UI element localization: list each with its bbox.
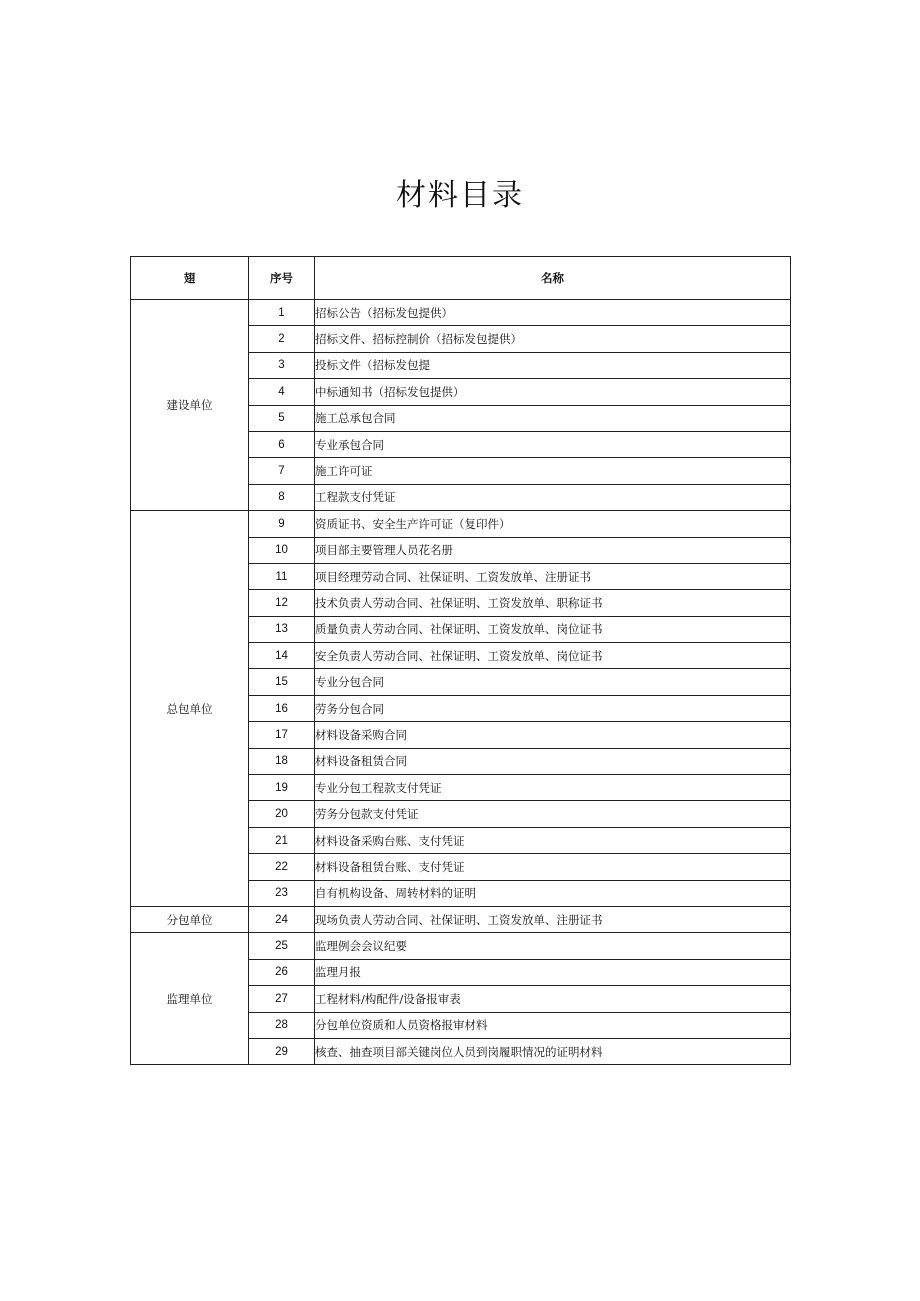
name-cell: 现场负责人劳动合同、社保证明、工资发放单、注册证书	[315, 906, 791, 932]
category-cell: 监理单位	[131, 933, 249, 1065]
name-cell: 劳务分包合同	[315, 695, 791, 721]
seq-cell: 20	[249, 801, 315, 827]
table-row	[131, 906, 791, 932]
name-cell: 中标通知书（招标发包提供）	[315, 379, 791, 405]
seq-cell: 29	[249, 1038, 315, 1064]
name-cell: 监理例会会议纪要	[315, 933, 791, 959]
table-row	[131, 300, 791, 326]
header-category: 翅	[131, 257, 249, 300]
name-cell: 材料设备采购台账、支付凭证	[315, 827, 791, 853]
name-cell: 施工总承包合同	[315, 405, 791, 431]
seq-cell: 23	[249, 880, 315, 906]
table-row	[131, 511, 791, 537]
seq-cell: 5	[249, 405, 315, 431]
name-cell: 材料设备租赁合同	[315, 748, 791, 774]
name-cell: 材料设备租赁台账、支付凭证	[315, 854, 791, 880]
seq-cell: 2	[249, 326, 315, 352]
header-seq: 序号	[249, 257, 315, 300]
seq-cell: 17	[249, 722, 315, 748]
name-cell: 专业承包合同	[315, 431, 791, 457]
seq-cell: 18	[249, 748, 315, 774]
seq-cell: 8	[249, 484, 315, 510]
name-cell: 工程材料/构配件/设备报审表	[315, 986, 791, 1012]
name-cell: 自有机构设备、周转材料的证明	[315, 880, 791, 906]
category-cell: 总包单位	[131, 511, 249, 907]
name-cell: 分包单位资质和人员资格报审材料	[315, 1012, 791, 1038]
seq-cell: 13	[249, 616, 315, 642]
name-cell: 监理月报	[315, 959, 791, 985]
page-title: 材料目录	[396, 178, 524, 213]
seq-cell: 25	[249, 933, 315, 959]
name-cell: 材料设备采购合同	[315, 722, 791, 748]
seq-cell: 1	[249, 300, 315, 326]
seq-cell: 28	[249, 1012, 315, 1038]
seq-cell: 4	[249, 379, 315, 405]
seq-cell: 24	[249, 906, 315, 932]
table-header-row	[131, 257, 791, 300]
name-cell: 专业分包工程款支付凭证	[315, 775, 791, 801]
name-cell: 专业分包合同	[315, 669, 791, 695]
category-cell: 分包单位	[131, 906, 249, 932]
seq-cell: 14	[249, 643, 315, 669]
seq-cell: 21	[249, 827, 315, 853]
category-cell: 建设单位	[131, 300, 249, 511]
seq-cell: 12	[249, 590, 315, 616]
name-cell: 安全负责人劳动合同、社保证明、工资发放单、岗位证书	[315, 643, 791, 669]
name-cell: 投标文件（招标发包提	[315, 352, 791, 378]
seq-cell: 6	[249, 431, 315, 457]
name-cell: 施工许可证	[315, 458, 791, 484]
seq-cell: 3	[249, 352, 315, 378]
name-cell: 核查、抽查项目部关键岗位人员到岗履职情况的证明材料	[315, 1038, 791, 1064]
seq-cell: 7	[249, 458, 315, 484]
seq-cell: 22	[249, 854, 315, 880]
name-cell: 技术负责人劳动合同、社保证明、工资发放单、职称证书	[315, 590, 791, 616]
name-cell: 工程款支付凭证	[315, 484, 791, 510]
seq-cell: 26	[249, 959, 315, 985]
seq-cell: 15	[249, 669, 315, 695]
header-name: 名称	[315, 257, 791, 300]
name-cell: 招标文件、招标控制价（招标发包提供）	[315, 326, 791, 352]
seq-cell: 27	[249, 986, 315, 1012]
name-cell: 质量负责人劳动合同、社保证明、工资发放单、岗位证书	[315, 616, 791, 642]
table-row	[131, 933, 791, 959]
name-cell: 项目部主要管理人员花名册	[315, 537, 791, 563]
name-cell: 项目经理劳动合同、社保证明、工资发放单、注册证书	[315, 563, 791, 589]
name-cell: 劳务分包款支付凭证	[315, 801, 791, 827]
materials-table	[130, 256, 791, 1065]
seq-cell: 19	[249, 775, 315, 801]
table-body	[131, 300, 791, 1065]
seq-cell: 9	[249, 511, 315, 537]
seq-cell: 16	[249, 695, 315, 721]
seq-cell: 10	[249, 537, 315, 563]
name-cell: 资质证书、安全生产许可证（复印件）	[315, 511, 791, 537]
name-cell: 招标公告（招标发包提供）	[315, 300, 791, 326]
seq-cell: 11	[249, 563, 315, 589]
